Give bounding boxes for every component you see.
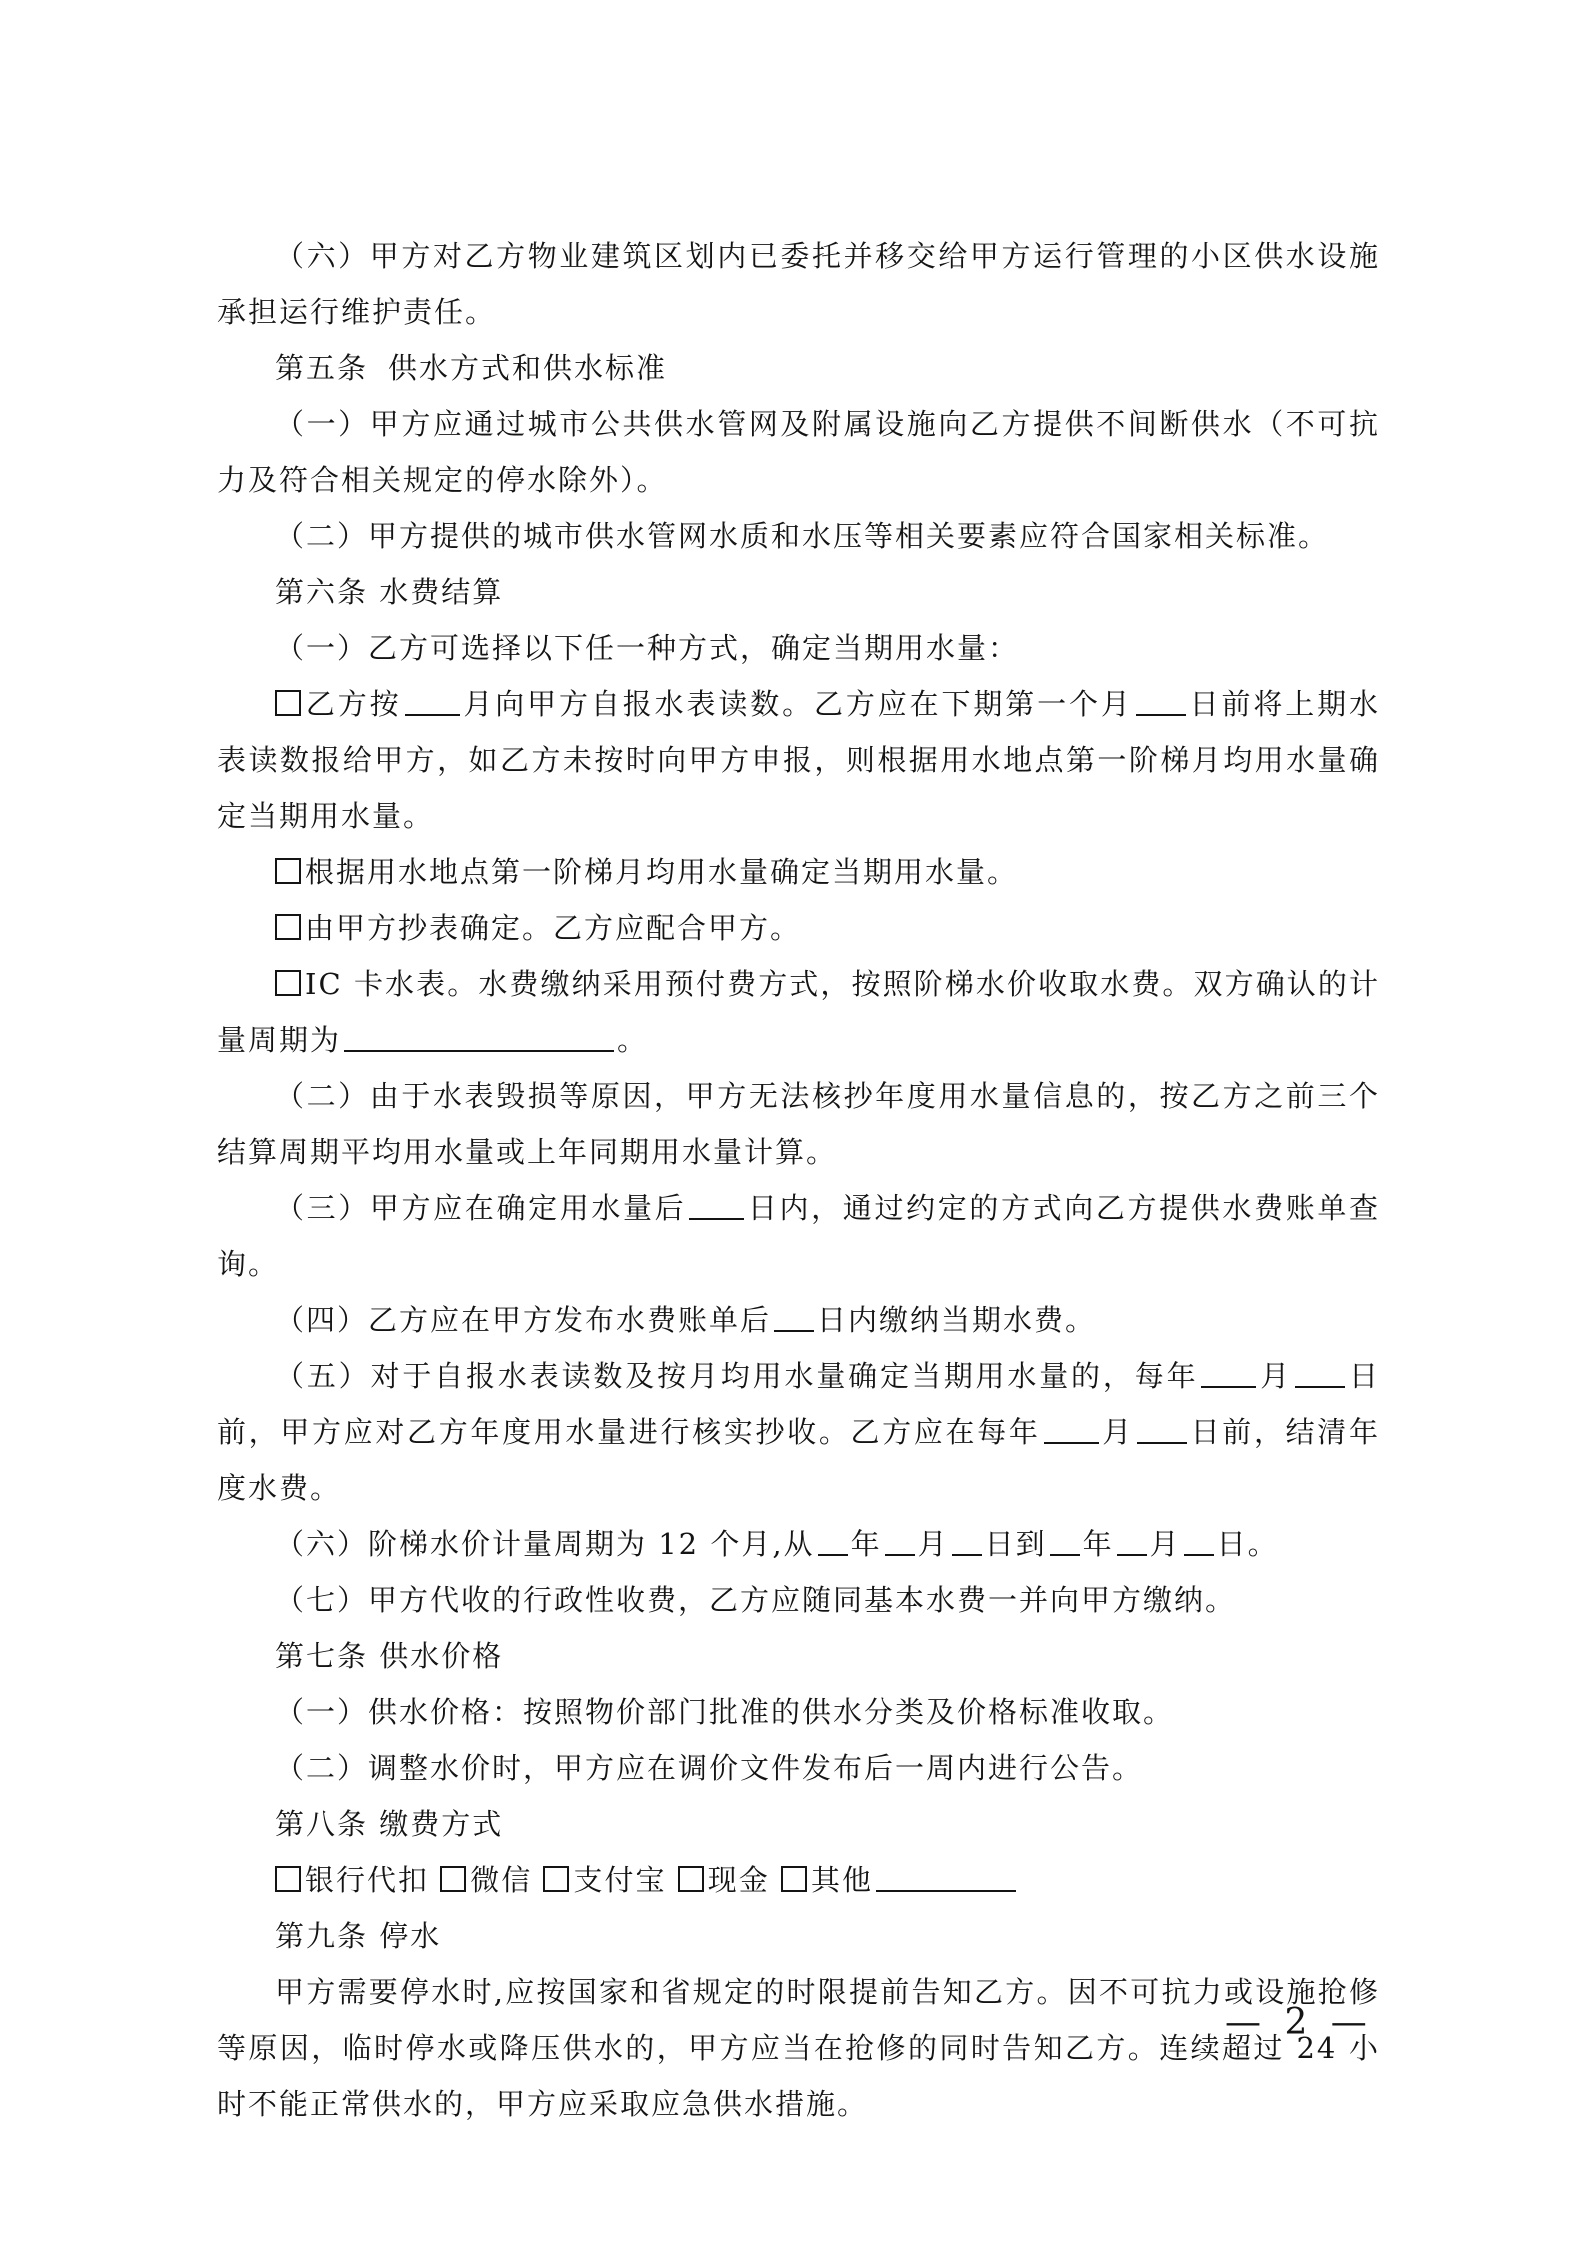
- blank-field[interactable]: [1136, 684, 1186, 716]
- blank-field[interactable]: [1137, 1412, 1187, 1444]
- blank-field[interactable]: [818, 1524, 848, 1556]
- blank-field[interactable]: [405, 684, 460, 716]
- paragraph-6-1: （一）乙方可选择以下任一种方式，确定当期用水量：: [275, 631, 1020, 665]
- paragraph-6-4: [217, 1292, 1380, 1348]
- paragraph-6-6-text-e: 年: [1082, 1527, 1114, 1561]
- blank-field[interactable]: [952, 1524, 982, 1556]
- paragraph-7-2: （二）调整水价时，甲方应在调价文件发布后一周内进行公告。: [275, 1751, 1144, 1785]
- paragraph-6-3: [217, 1180, 1380, 1292]
- paragraph-6-5-text-d: 月: [1101, 1415, 1134, 1449]
- paragraph-7-1: （一）供水价格：按照物价部门批准的供水分类及价格标准收取。: [275, 1695, 1175, 1729]
- payment-wechat-label: 微信: [470, 1863, 533, 1897]
- checkbox-ic-card[interactable]: [275, 970, 301, 996]
- paragraph-9: 甲方需要停水时,应按国家和省规定的时限提前告知乙方。因不可抗力或设施抢修等原因，临时停水或降压供水的，甲方应当在抢修的同时告知乙方。连续超过 24 小时不能正常供水的，甲方应采取应急供水措施。: [217, 1975, 1380, 2121]
- checkbox-self-report[interactable]: [275, 690, 301, 716]
- paragraph-6-7: （七）甲方代收的行政性收费，乙方应随同基本水费一并向甲方缴纳。: [275, 1583, 1237, 1617]
- option-meter-reading: [217, 900, 1380, 956]
- option-self-report-text-c: 日前将上期水表读数报给甲方，如乙方未按时向甲方申报，则根据用水地点第一阶梯月均用水量确定当期用水量。: [217, 687, 1380, 833]
- paragraph-6-6-text-f: 月: [1149, 1527, 1181, 1561]
- document-body: [217, 228, 1380, 2132]
- option-ic-card-text-a: IC 卡水表。水费缴纳采用预付费方式，按照阶梯水价收取水费。双方确认的计量周期为: [217, 967, 1380, 1057]
- payment-alipay-label: 支付宝: [573, 1863, 667, 1897]
- paragraph-6-4-text-b: 日内缴纳当期水费。: [817, 1303, 1097, 1337]
- option-self-report-text-b: 月向甲方自报水表读数。乙方应在下期第一个月: [462, 687, 1133, 721]
- payment-cash-label: 现金: [707, 1863, 770, 1897]
- article-6-heading: 第六条 水费结算: [275, 575, 504, 609]
- blank-field[interactable]: [876, 1860, 1016, 1892]
- blank-field[interactable]: [1184, 1524, 1214, 1556]
- page-number: — 2 —: [1225, 2002, 1373, 2043]
- blank-field[interactable]: [1117, 1524, 1147, 1556]
- checkbox-other[interactable]: [781, 1866, 807, 1892]
- paragraph-6-5-text-a: （五）对于自报水表读数及按月均用水量确定当期用水量的，每年: [275, 1359, 1199, 1393]
- paragraph-6-6-text-c: 月: [917, 1527, 949, 1561]
- option-meter-reading-text: 由甲方抄表确定。乙方应配合甲方。: [305, 911, 802, 945]
- article-5-title: 供水方式和供水标准: [388, 351, 668, 385]
- blank-field[interactable]: [774, 1300, 814, 1332]
- blank-field[interactable]: [1044, 1412, 1099, 1444]
- checkbox-tier-average[interactable]: [275, 858, 301, 884]
- blank-field[interactable]: [1295, 1356, 1345, 1388]
- option-ic-card: [217, 956, 1380, 1068]
- blank-field[interactable]: [689, 1188, 744, 1220]
- article-7-heading: 第七条 供水价格: [275, 1639, 504, 1673]
- article-5-number: 第五条: [275, 351, 369, 385]
- paragraph-6-5: [217, 1348, 1380, 1516]
- payment-other-label: 其他: [810, 1863, 873, 1897]
- paragraph-6-6-text-a: （六）阶梯水价计量周期为 12 个月,从: [275, 1527, 815, 1561]
- paragraph-6-3-text-a: （三）甲方应在确定用水量后: [275, 1191, 687, 1225]
- option-tier-average: [217, 844, 1380, 900]
- paragraph-6-6-text-d: 日到: [984, 1527, 1047, 1561]
- option-self-report-text-a: 乙方按: [305, 687, 402, 721]
- paragraph-5-6: （六）甲方对乙方物业建筑区划内已委托并移交给甲方运行管理的小区供水设施承担运行维护责任。: [217, 239, 1380, 329]
- checkbox-wechat[interactable]: [440, 1866, 466, 1892]
- paragraph-6-4-text-a: （四）乙方应在甲方发布水费账单后: [275, 1303, 772, 1337]
- blank-field[interactable]: [344, 1020, 614, 1052]
- blank-field[interactable]: [1050, 1524, 1080, 1556]
- payment-bank-debit-label: 银行代扣: [305, 1863, 430, 1897]
- payment-options: [217, 1852, 1380, 1908]
- checkbox-bank-debit[interactable]: [275, 1866, 301, 1892]
- paragraph-6-5-text-b: 月: [1259, 1359, 1293, 1393]
- article-8-heading: 第八条 缴费方式: [275, 1807, 504, 1841]
- blank-field[interactable]: [885, 1524, 915, 1556]
- paragraph-6-2: （二）由于水表毁损等原因，甲方无法核抄年度用水量信息的，按乙方之前三个结算周期平均用水量或上年同期用水量计算。: [217, 1079, 1380, 1169]
- paragraph-5-2: （二）甲方提供的城市供水管网水质和水压等相关要素应符合国家相关标准。: [275, 519, 1330, 553]
- paragraph-6-6-text-g: 日。: [1216, 1527, 1279, 1561]
- checkbox-meter-reading[interactable]: [275, 914, 301, 940]
- article-9-heading: 第九条 停水: [275, 1919, 442, 1953]
- paragraph-6-6: [217, 1516, 1380, 1572]
- paragraph-6-6-text-b: 年: [850, 1527, 882, 1561]
- paragraph-6-5-text-c: 日前，甲方应对乙方年度用水量进行核实抄收。乙方应在每年: [217, 1359, 1380, 1449]
- paragraph-6-3-text-b: 日内，通过约定的方式向乙方提供水费账单查询。: [217, 1191, 1380, 1281]
- checkbox-alipay[interactable]: [543, 1866, 569, 1892]
- option-tier-average-text: 根据用水地点第一阶梯月均用水量确定当期用水量。: [305, 855, 1019, 889]
- option-self-report: [217, 676, 1380, 844]
- checkbox-cash[interactable]: [678, 1866, 704, 1892]
- paragraph-6-5-text-e: 日前，结清年度水费。: [217, 1415, 1380, 1505]
- paragraph-5-1: （一）甲方应通过城市公共供水管网及附属设施向乙方提供不间断供水（不可抗力及符合相关规定的停水除外）。: [217, 407, 1380, 497]
- article-5-heading: [217, 340, 1380, 396]
- blank-field[interactable]: [1201, 1356, 1256, 1388]
- option-ic-card-text-b: 。: [617, 1023, 649, 1057]
